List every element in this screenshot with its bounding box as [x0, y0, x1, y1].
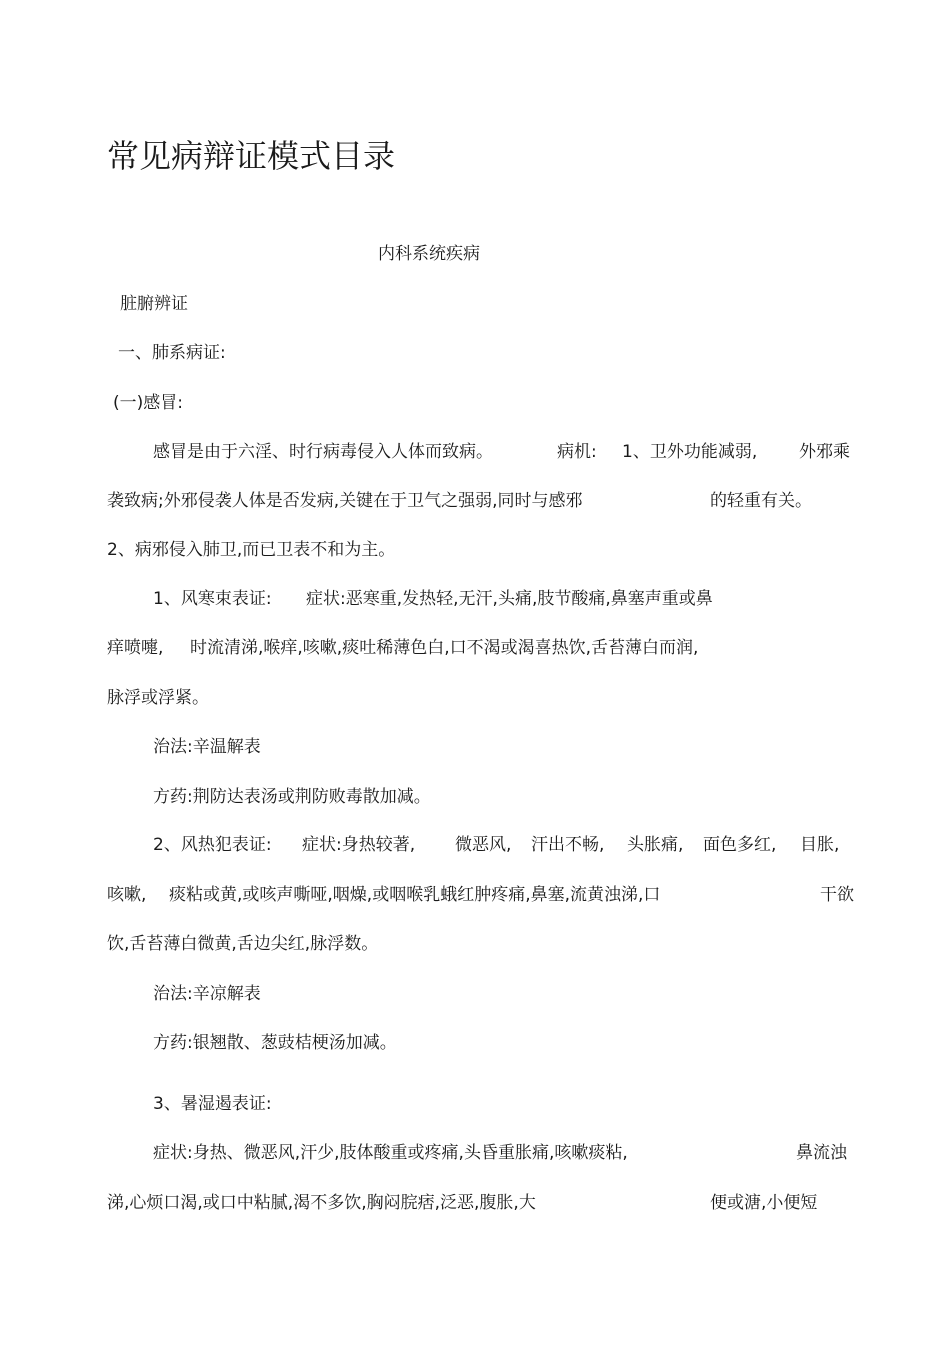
- symptom-line: 咳嗽,: [107, 885, 147, 905]
- symptom-line: 饮,舌苔薄白微黄,舌边尖红,脉浮数。: [107, 934, 379, 954]
- formula-line: 方药:银翘散、葱豉桔梗汤加减。: [153, 1033, 397, 1053]
- symptom-line: 脉浮或浮紧。: [107, 688, 209, 708]
- symptom-line: 目胀,: [800, 835, 840, 855]
- symptom-line: 便或溏,小便短: [710, 1193, 818, 1213]
- symptom-line: 干欲: [820, 885, 854, 905]
- symptom-line: 面色多红,: [703, 835, 777, 855]
- syndrome-heading: 1、风寒束表证:: [153, 589, 272, 609]
- subheading: 脏腑辨证: [120, 294, 188, 314]
- paragraph-line: 袭致病;外邪侵袭人体是否发病,关键在于卫气之强弱,同时与感邪: [107, 491, 583, 511]
- symptom-line: 症状:恶寒重,发热轻,无汗,头痛,肢节酸痛,鼻塞声重或鼻: [306, 589, 713, 609]
- symptom-line: 痒喷嚏,: [107, 638, 164, 658]
- symptom-line: 症状:身热、微恶风,汗少,肢体酸重或疼痛,头昏重胀痛,咳嗽痰粘,: [153, 1143, 628, 1163]
- paragraph-line: 外邪乘: [799, 442, 850, 462]
- symptom-line: 症状:身热较著,: [302, 835, 416, 855]
- disease-heading: (一)感冒:: [113, 393, 183, 413]
- paragraph-line: 1、卫外功能减弱,: [622, 442, 758, 462]
- paragraph-line: 感冒是由于六淫、时行病毒侵入人体而致病。: [153, 442, 493, 462]
- paragraph-line: 病机:: [557, 442, 597, 462]
- paragraph-line: 2、病邪侵入肺卫,而已卫表不和为主。: [107, 540, 396, 560]
- treatment-line: 治法:辛凉解表: [153, 984, 261, 1004]
- category-heading: 一、肺系病证:: [118, 343, 226, 363]
- symptom-line: 涕,心烦口渴,或口中粘腻,渴不多饮,胸闷脘痞,泛恶,腹胀,大: [107, 1193, 536, 1213]
- page-title: 常见病辩证模式目录: [107, 137, 396, 175]
- symptom-line: 痰粘或黄,或咳声嘶哑,咽燥,或咽喉乳蛾红肿疼痛,鼻塞,流黄浊涕,口: [169, 885, 661, 905]
- formula-line: 方药:荆防达表汤或荆防败毒散加减。: [153, 787, 431, 807]
- treatment-line: 治法:辛温解表: [153, 737, 261, 757]
- symptom-line: 微恶风,: [455, 835, 512, 855]
- paragraph-line: 的轻重有关。: [710, 491, 812, 511]
- symptom-line: 时流清涕,喉痒,咳嗽,痰吐稀薄色白,口不渴或渴喜热饮,舌苔薄白而润,: [190, 638, 699, 658]
- syndrome-heading: 2、风热犯表证:: [153, 835, 272, 855]
- symptom-line: 汗出不畅,: [531, 835, 605, 855]
- symptom-line: 鼻流浊: [796, 1143, 847, 1163]
- section-heading: 内科系统疾病: [378, 244, 480, 264]
- syndrome-heading: 3、暑湿遏表证:: [153, 1094, 272, 1114]
- symptom-line: 头胀痛,: [627, 835, 684, 855]
